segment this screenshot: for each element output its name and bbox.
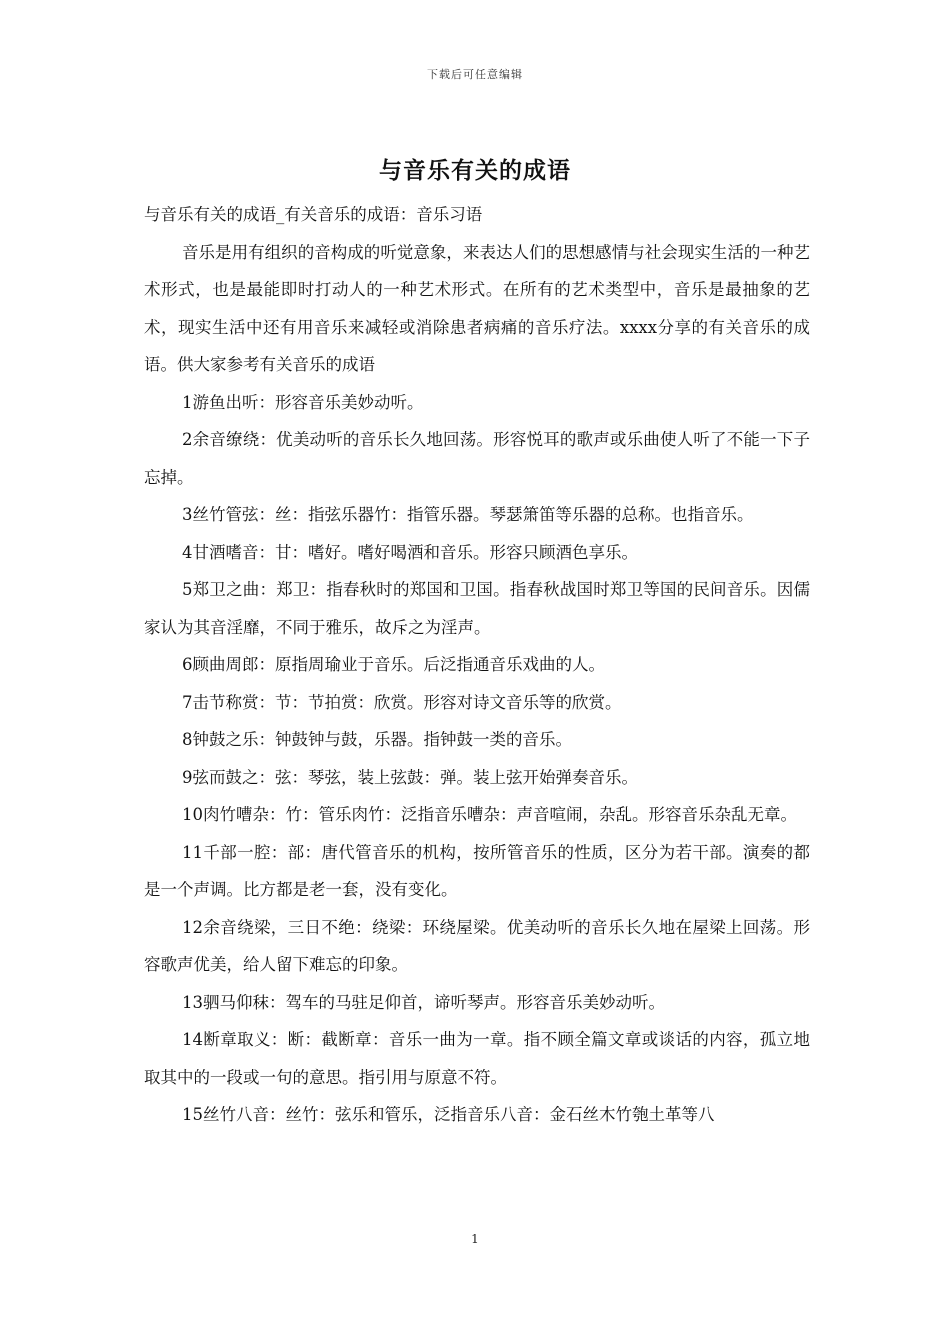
idiom-item: 7击节称赏：节：节拍赏：欣赏。形容对诗文音乐等的欣赏。: [182, 692, 622, 712]
document-subtitle: 与音乐有关的成语_有关音乐的成语：音乐习语: [144, 205, 483, 224]
idiom-item: 4甘酒嗜音：甘：嗜好。嗜好喝酒和音乐。形容只顾酒色享乐。: [182, 542, 638, 562]
idiom-item: 11千部一腔：部：唐代管音乐的机构，按所管音乐的性质，区分为若干部。演奏的都是一个声调。比方都是老一套，没有变化。: [144, 842, 810, 899]
document-body: [144, 196, 810, 1134]
idiom-item: 3丝竹管弦：丝：指弦乐器竹：指管乐器。琴瑟箫笛等乐器的总称。也指音乐。: [182, 505, 754, 524]
page-number: 1: [471, 1232, 479, 1246]
idiom-item: 6顾曲周郎：原指周瑜业于音乐。后泛指通音乐戏曲的人。: [182, 655, 605, 674]
idiom-item: 14断章取义：断：截断章：音乐一曲为一章。指不顾全篇文章或谈话的内容，孤立地取其中的一段或一句的意思。指引用与原意不符。: [144, 1030, 810, 1087]
idiom-item: 9弦而鼓之：弦：琴弦，装上弦鼓：弹。装上弦开始弹奏音乐。: [182, 767, 638, 787]
intro-paragraph: 音乐是用有组织的音构成的听觉意象，来表达人们的思想感情与社会现实生活的一种艺术形式，也是最能即时打动人的一种艺术形式。在所有的艺术类型中，音乐是最抽象的艺术，现实生活中还有用音乐来减轻或消除患者病痛的音乐疗法。xxxx分享的有关音乐的成语。供大家参考有关音乐的成语: [144, 242, 810, 374]
page-header-note: 下载后可任意编辑: [427, 68, 523, 81]
idiom-item: 2余音缭绕：优美动听的音乐长久地回荡。形容悦耳的歌声或乐曲使人听了不能一下子忘掉。: [144, 430, 810, 487]
document-title: 与音乐有关的成语: [379, 158, 571, 184]
idiom-item: 8钟鼓之乐：钟鼓钟与鼓，乐器。指钟鼓一类的音乐。: [182, 730, 572, 749]
idiom-item: 13驷马仰秣：驾车的马驻足仰首，谛听琴声。形容音乐美妙动听。: [182, 992, 665, 1012]
idiom-item: 5郑卫之曲：郑卫：指春秋时的郑国和卫国。指春秋战国时郑卫等国的民间音乐。因儒家认为其音淫靡，不同于雅乐，故斥之为淫声。: [144, 580, 810, 637]
idiom-item: 10肉竹嘈杂：竹：管乐肉竹：泛指音乐嘈杂：声音喧闹，杂乱。形容音乐杂乱无章。: [182, 805, 797, 824]
idiom-item: 12余音绕梁，三日不绝：绕梁：环绕屋梁。优美动听的音乐长久地在屋梁上回荡。形容歌声优美，给人留下难忘的印象。: [144, 917, 810, 974]
idiom-item: 15丝竹八音：丝竹：弦乐和管乐，泛指音乐八音：金石丝木竹匏土革等八: [182, 1105, 715, 1124]
idiom-item: 1游鱼出听：形容音乐美妙动听。: [182, 392, 424, 412]
